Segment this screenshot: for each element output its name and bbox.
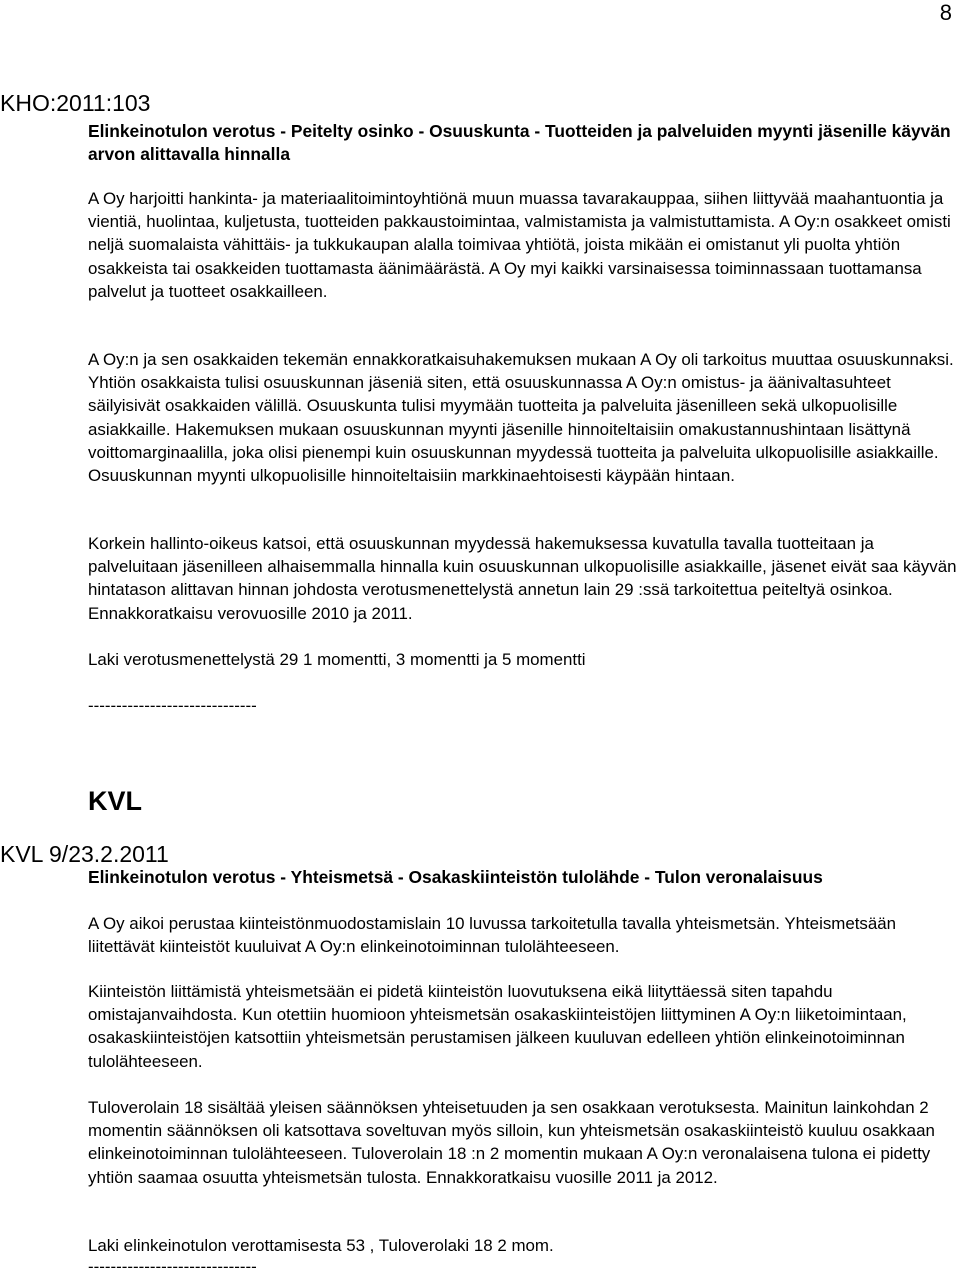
kvl-paragraph-3: Tuloverolain 18 sisältää yleisen säännöksen yhteisetuuden ja sen osakkaan verotuksesta. Mainitun lainkohdan 2 momentin säännöksen oli katsottava soveltuvan myös silloin, kun yhteismetsän osakaskiinteistö kuuluu osakkaan elinkeinotoiminnan tulolähteeseen. Tuloverolain 18 :n 2 momentin mukaan A Oy:n veronalaisena tulona ei pidetty yhtiön saamaa osuutta yhteismetsän tulosta. Ennakkoratkaisu vuosille 2011 ja 2012. (88, 1098, 935, 1187)
kho-title: Elinkeinotulon verotus - Peitelty osinko - Osuuskunta - Tuotteiden ja palveluiden myynti jäsenille käyvän arvon alittavalla hinnalla (88, 121, 951, 164)
kvl-title: Elinkeinotulon verotus - Yhteismetsä - Osakaskiinteistön tulolähde - Tulon veronalaisuus (88, 867, 823, 887)
kvl-paragraph-1: A Oy aikoi perustaa kiinteistönmuodostamislain 10 luvussa tarkoitetulla tavalla yhteismetsän. Yhteismetsään liitettävät kiinteistöt kuuluivat A Oy:n elinkeinotoiminnan tulolähteeseen. (88, 914, 897, 957)
kho-legal-reference: Laki verotusmenettelystä 29 1 momentti, 3 momentti ja 5 momentti (88, 650, 586, 669)
kvl-case-id: KVL 9/23.2.2011 (0, 841, 169, 867)
kvl-legal-reference: Laki elinkeinotulon verottamisesta 53 , Tuloverolaki 18 2 mom. (88, 1236, 554, 1255)
kho-paragraph-1: A Oy harjoitti hankinta- ja materiaalitoimintoyhtiönä muun muassa tavarakauppaa, siihen liittyvää maahantuontia ja vientiä, huolintaa, kuljetusta, tuotteiden pakkaustoimintaa, valmistamista ja valmistuttamista. A Oy:n osakkeet omisti neljä suomalaista vähittäis- ja tukkukaupan alalla toimivaa yhtiötä, joista mikään ei omistanut yli puolta yhtiön osakkeista tai osakkeiden tuottamasta äänimäärästä. A Oy myi kaikki varsinaisessa toiminnassaan tuottamansa palvelut ja tuotteet osakkailleen. (88, 189, 951, 301)
kvl-divider: ------------------------------ (88, 1257, 257, 1276)
kho-paragraph-2: A Oy:n ja sen osakkaiden tekemän ennakkoratkaisuhakemuksen mukaan A Oy oli tarkoitus muuttaa osuuskunnaksi. Yhtiön osakkaista tulisi osuuskunnan jäseniä siten, että osuuskunnassa A Oy:n omistus- ja äänivaltasuhteet säilyisivät osakkaiden välillä. Osuuskunta tulisi myymään tuotteita ja palveluita jäsenilleen sekä ulkopuolisille asiakkaille. Hakemuksen mukaan osuuskunnan myynti jäsenille hinnoiteltaisiin omakustannushintaan lisättynä voittomarginaalilla, joka olisi pienempi kuin osuuskunnan myydessä tuotteita ja palveluita ulkopuolisille asiakkaille. Osuuskunnan myynti ulkopuolisille hinnoiteltaisiin markkinaehtoisesti käypään hintaan. (88, 350, 954, 486)
kvl-paragraph-2: Kiinteistön liittämistä yhteismetsään ei pidetä kiinteistön luovutuksena eikä liityttäessä siten tapahdu omistajanvaihdosta. Kun otettiin huomioon yhteismetsän osakaskiinteistöjen liittyminen A Oy:n liiketoimintaan, osakaskiinteistöjen katsottiin yhteismetsän perustamisen jälkeen kuuluvan edelleen yhtiön elinkeinotoiminnan tulolähteeseen. (88, 982, 907, 1071)
kho-divider: ------------------------------ (88, 696, 257, 715)
kvl-section-heading: KVL (88, 786, 142, 816)
kho-paragraph-3: Korkein hallinto-oikeus katsoi, että osuuskunnan myydessä hakemuksessa kuvatulla tavalla tuotteitaan ja palveluitaan jäsenilleen alhaisemmalla hinnalla kuin osuuskunnan ulkopuolisille asiakkaille, jäsenet eivät saa käyvän hintatason alittavan hinnan johdosta verotusmenettelystä annetun lain 29 :ssä tarkoitettua peiteltyä osinkoa. Ennakkoratkaisu verovuosille 2010 ja 2011. (88, 534, 957, 623)
page-number: 8 (939, 0, 952, 25)
kho-case-id: KHO:2011:103 (0, 90, 151, 116)
